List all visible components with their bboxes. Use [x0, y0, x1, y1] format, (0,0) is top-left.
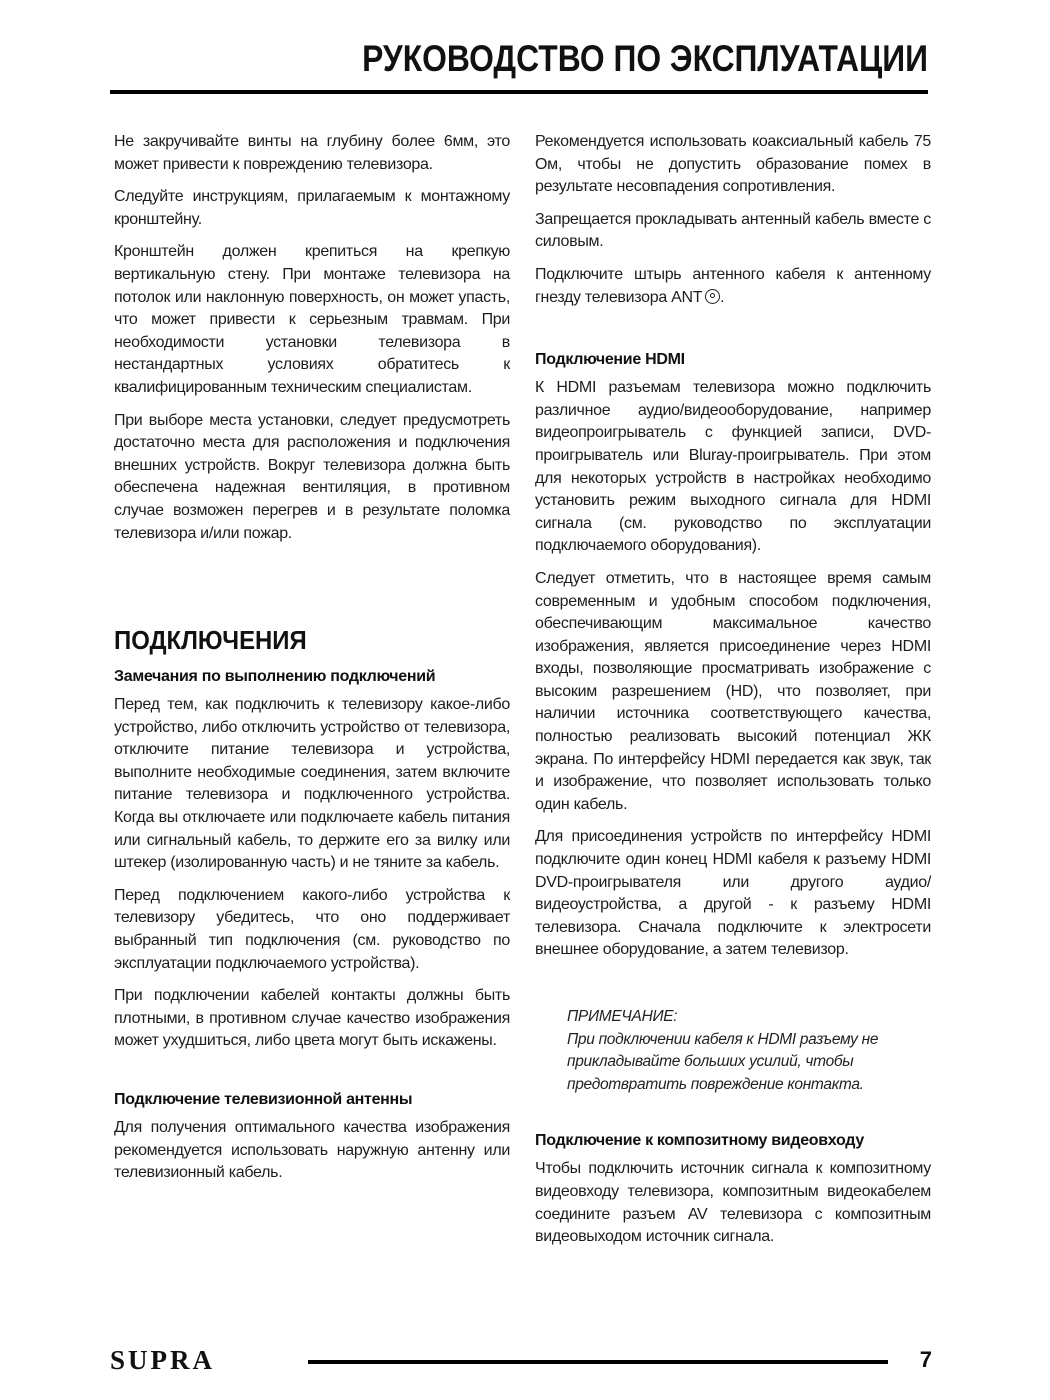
footer-divider: [308, 1360, 888, 1364]
paragraph: Для получения оптимального качества изображения рекомендуется использовать наружную антенну или телевизионный кабель.: [114, 1119, 510, 1182]
section-title: ПОДКЛЮЧЕНИЯ: [114, 625, 307, 656]
page-number: 7: [919, 1347, 932, 1372]
spacer: [114, 1063, 510, 1091]
subheading: Подключение к композитному видеовходу: [535, 1132, 864, 1150]
paragraph: Не закручивайте винты на глубину более 6мм, это может привести к повреждению телевизора.: [114, 133, 510, 173]
paragraph: Подключите штырь антенного кабеля к антенному гнезду телевизора ANT .: [535, 265, 931, 306]
paragraph: К HDMI разъемам телевизора можно подключить различное аудио/видеооборудование, например видеопроигрыватель с функцией записи, DVD-проигрыватель или Bluray-проигрыватель. При этом для некоторых устройств в настройках необходимо установить режим выходного сигнала для HDMI сигнала (см. руководство по эксплуатации подключаемого оборудования).: [535, 379, 931, 555]
paragraph: Перед подключением какого-либо устройства к телевизору убедитесь, что оно поддерживает выбранный тип подключения (см. руководство по эксплуатации подключаемого устройства).: [114, 886, 510, 972]
spacer: [535, 1096, 931, 1132]
paragraph: Следуйте инструкциям, прилагаемым к монтажному кронштейну.: [114, 188, 510, 228]
spacer: [535, 972, 931, 1006]
paragraph: Перед тем, как подключить к телевизору какое-либо устройство, либо отключить устройство от телевизора, отключите питание телевизора и устройства, выполните необходимые соединения, затем включите питание телевизора и подключенного устройства. Когда вы отключаете или подключаете кабель питания или сигнальный кабель, то держите его за вилку или штекер (изолированную часть) и не тяните за кабель.: [114, 696, 510, 872]
note-block: [535, 1006, 931, 1096]
antenna-icon: [705, 289, 720, 304]
spacer: [114, 555, 510, 625]
page-header: [110, 32, 928, 94]
paragraph: Запрещается прокладывать антенный кабель вместе с силовым.: [535, 210, 931, 251]
paragraph: Кронштейн должен крепиться на крепкую вертикальную стену. При монтаже телевизора на потолок или наклонную поверхность, он может упасть, что может привести к серьезным травмам. При необходимости установки телевизора в нестандартных условиях обратитесь к квалифицированным техническим специалистам.: [114, 243, 510, 396]
paragraph: При выборе места установки, следует предусмотреть достаточно места для расположения и подключения внешних устройств. Вокруг телевизора должна быть обеспечена надежная вентиляция, в противном случае возможен перегрев и в результате поломка телевизора и/или пожар.: [114, 411, 510, 542]
paragraph: Для присоединения устройств по интерфейсу HDMI подключите один конец HDMI кабеля к разъему HDMI DVD-проигрывателя или другого аудио/видеоустройства, а другой - к разъему HDMI телевизора. Сначала подключите к электросети внешнее оборудование, а затем телевизор.: [535, 828, 931, 959]
page-footer: [110, 1345, 932, 1385]
left-column: [114, 131, 510, 1195]
antenna-instruction: Подключите штырь антенного кабеля к антенному гнезду телевизора ANT: [535, 265, 931, 306]
subheading: Подключение телевизионной антенны: [114, 1091, 413, 1108]
right-column: [535, 131, 931, 1259]
note-label: ПРИМЕЧАНИЕ:: [567, 1008, 678, 1025]
subheading: Подключение HDMI: [535, 351, 685, 369]
spacer: [535, 319, 931, 351]
document-title: РУКОВОДСТВО ПО ЭКСПЛУАТАЦИИ: [362, 38, 928, 79]
paragraph: Рекомендуется использовать коаксиальный кабель 75 Ом, чтобы не допустить образование помех в результате несовпадения сопротивления.: [535, 133, 931, 196]
brand-logo: SUPRA: [110, 1345, 216, 1375]
paragraph: Следует отметить, что в настоящее время самым современным и удобным способом подключения, обеспечивающим максимальное качество изображения, является присоединение через HDMI входы, позволяющие просматривать изображение с высоким разрешением (HD), что позволяет, при наличии источника соответствующего качества, полностью реализовать высокий потенциал ЖК экрана. По интерфейсу HDMI передается как звук, так и изображение, что позволяет использовать только один кабель.: [535, 569, 931, 813]
paragraph: Чтобы подключить источник сигнала к композитному видеовходу телевизора, композитным видеокабелем соедините разъем AV телевизора с композитным видеовыходом источник сигнала.: [535, 1160, 931, 1246]
note-text: При подключении кабеля к HDMI разъему не прикладывайте больших усилий, чтобы предотвратить повреждение контакта.: [567, 1030, 879, 1093]
paragraph: При подключении кабелей контакты должны быть плотными, в противном случае качество изображения может ухудшиться, либо цвета могут быть искажены.: [114, 987, 510, 1050]
subheading: Замечания по выполнению подключений: [114, 668, 436, 686]
